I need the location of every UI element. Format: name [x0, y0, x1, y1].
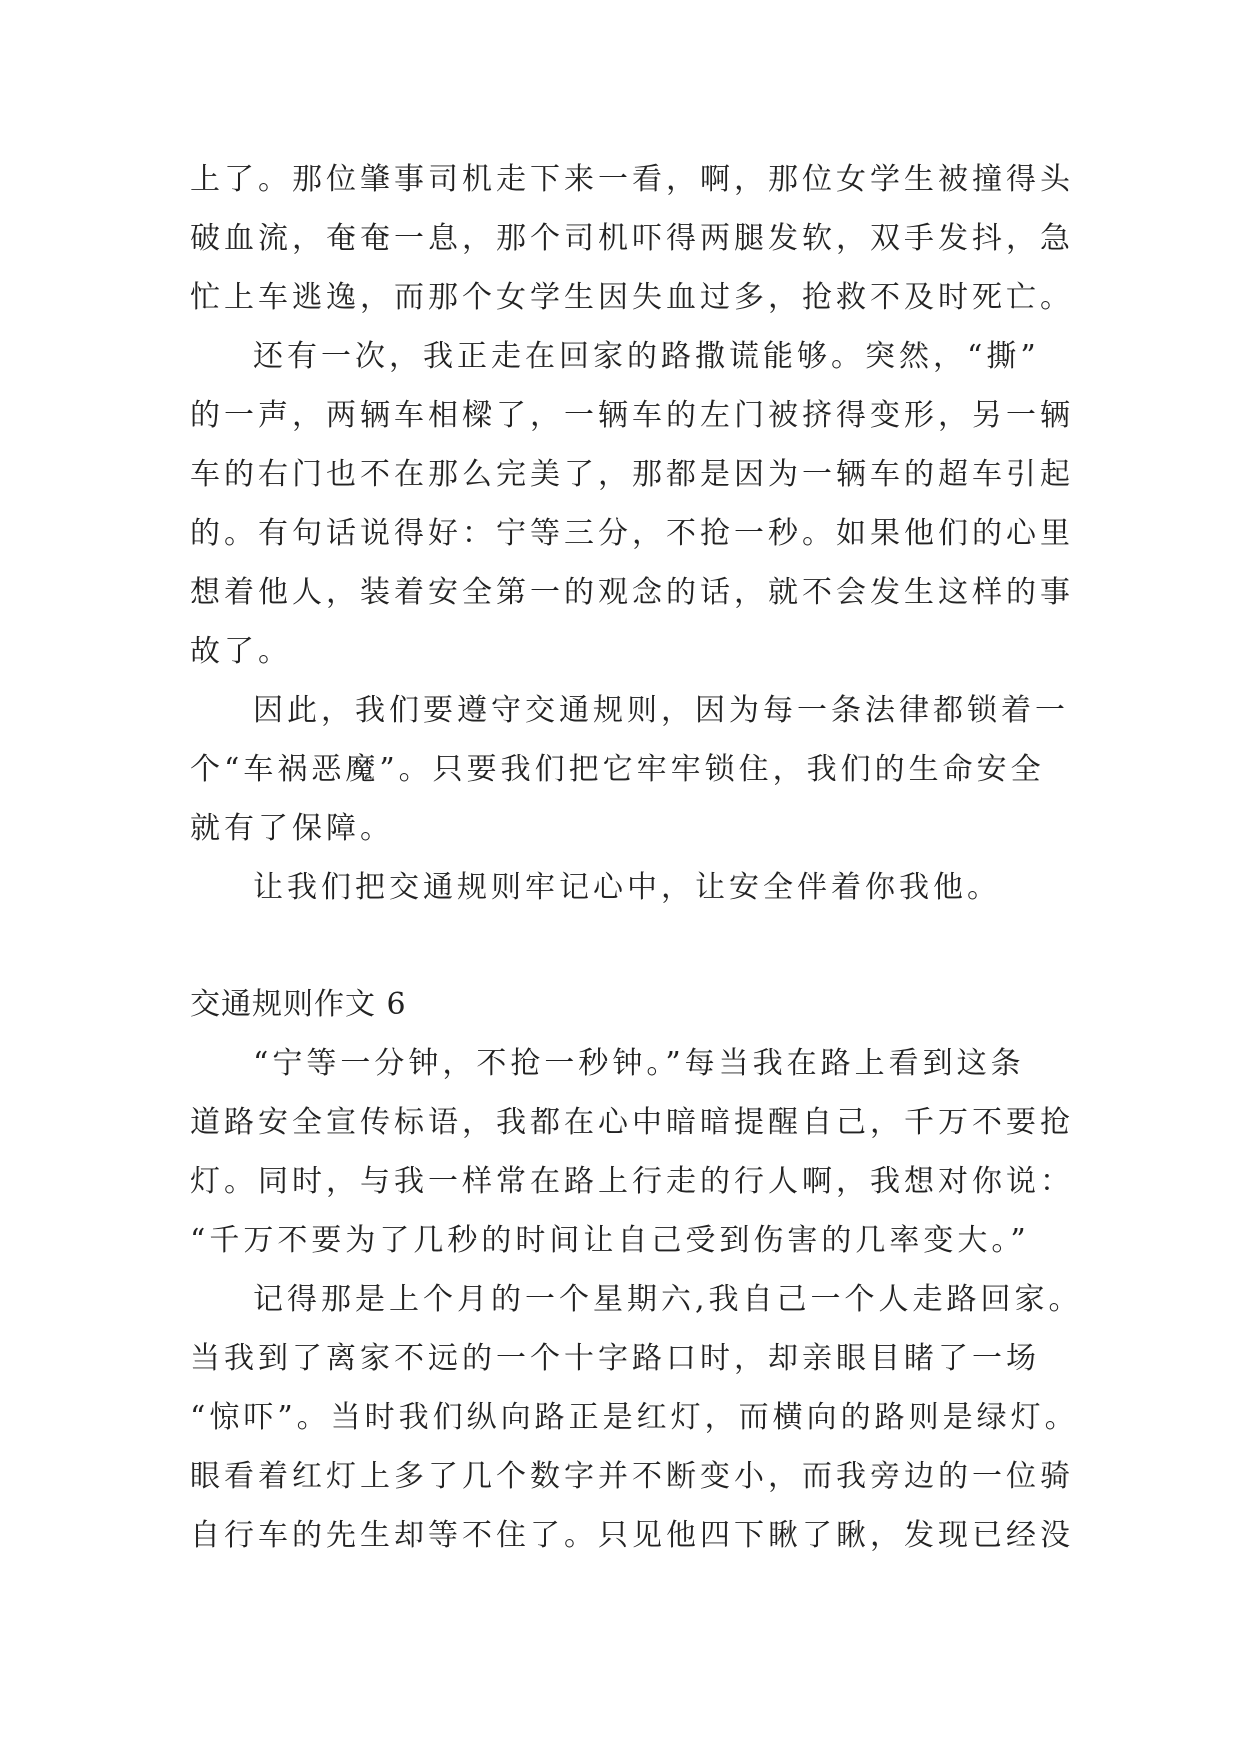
text-line: 道路安全宣传标语，我都在心中暗暗提醒自己，千万不要抢	[190, 1105, 1074, 1140]
paragraph-start-line: 还有一次，我正走在回家的路撒谎能够。突然，“撕”	[253, 339, 1040, 374]
text-line: 破血流，奄奄一息，那个司机吓得两腿发软，双手发抖，急	[190, 221, 1074, 256]
text-line: 上了。那位肇事司机走下来一看，啊，那位女学生被撞得头	[190, 162, 1074, 197]
text-line: 忙上车逃逸，而那个女学生因失血过多，抢救不及时死亡。	[190, 280, 1074, 315]
paragraph-start-line: 记得那是上个月的一个星期六,我自己一个人走路回家。	[253, 1282, 1083, 1317]
text-line: 眼看着红灯上多了几个数字并不断变小，而我旁边的一位骑	[190, 1459, 1074, 1494]
paragraph-start-line: 让我们把交通规则牢记心中，让安全伴着你我他。	[253, 870, 1001, 905]
text-line: 灯。同时，与我一样常在路上行走的行人啊，我想对你说：	[190, 1164, 1074, 1199]
text-line: 想着他人，装着安全第一的观念的话，就不会发生这样的事	[190, 575, 1074, 610]
text-line: 自行车的先生却等不住了。只见他四下瞅了瞅，发现已经没	[190, 1518, 1074, 1553]
text-line: 当我到了离家不远的一个十字路口时，却亲眼目睹了一场	[190, 1341, 1040, 1376]
text-line: “惊吓”。当时我们纵向路正是红灯，而横向的路则是绿灯。	[190, 1400, 1079, 1435]
paragraph-start-line: “宁等一分钟，不抢一秒钟。”每当我在路上看到这条	[253, 1046, 1025, 1081]
text-line: 车的右门也不在那么完美了，那都是因为一辆车的超车引起	[190, 457, 1074, 492]
text-line: 的。有句话说得好：宁等三分，不抢一秒。如果他们的心里	[190, 516, 1074, 551]
text-line: “千万不要为了几秒的时间让自己受到伤害的几率变大。”	[190, 1223, 1030, 1258]
text-line: 就有了保障。	[190, 811, 394, 846]
text-line: 故了。	[190, 634, 292, 669]
text-line: 个“车祸恶魔”。只要我们把它牢牢锁住，我们的生命安全	[190, 752, 1045, 787]
section-heading: 交通规则作文 6	[190, 987, 407, 1022]
text-line: 的一声，两辆车相樑了，一辆车的左门被挤得变形，另一辆	[190, 398, 1074, 433]
paragraph-start-line: 因此，我们要遵守交通规则，因为每一条法律都锁着一	[253, 693, 1069, 728]
